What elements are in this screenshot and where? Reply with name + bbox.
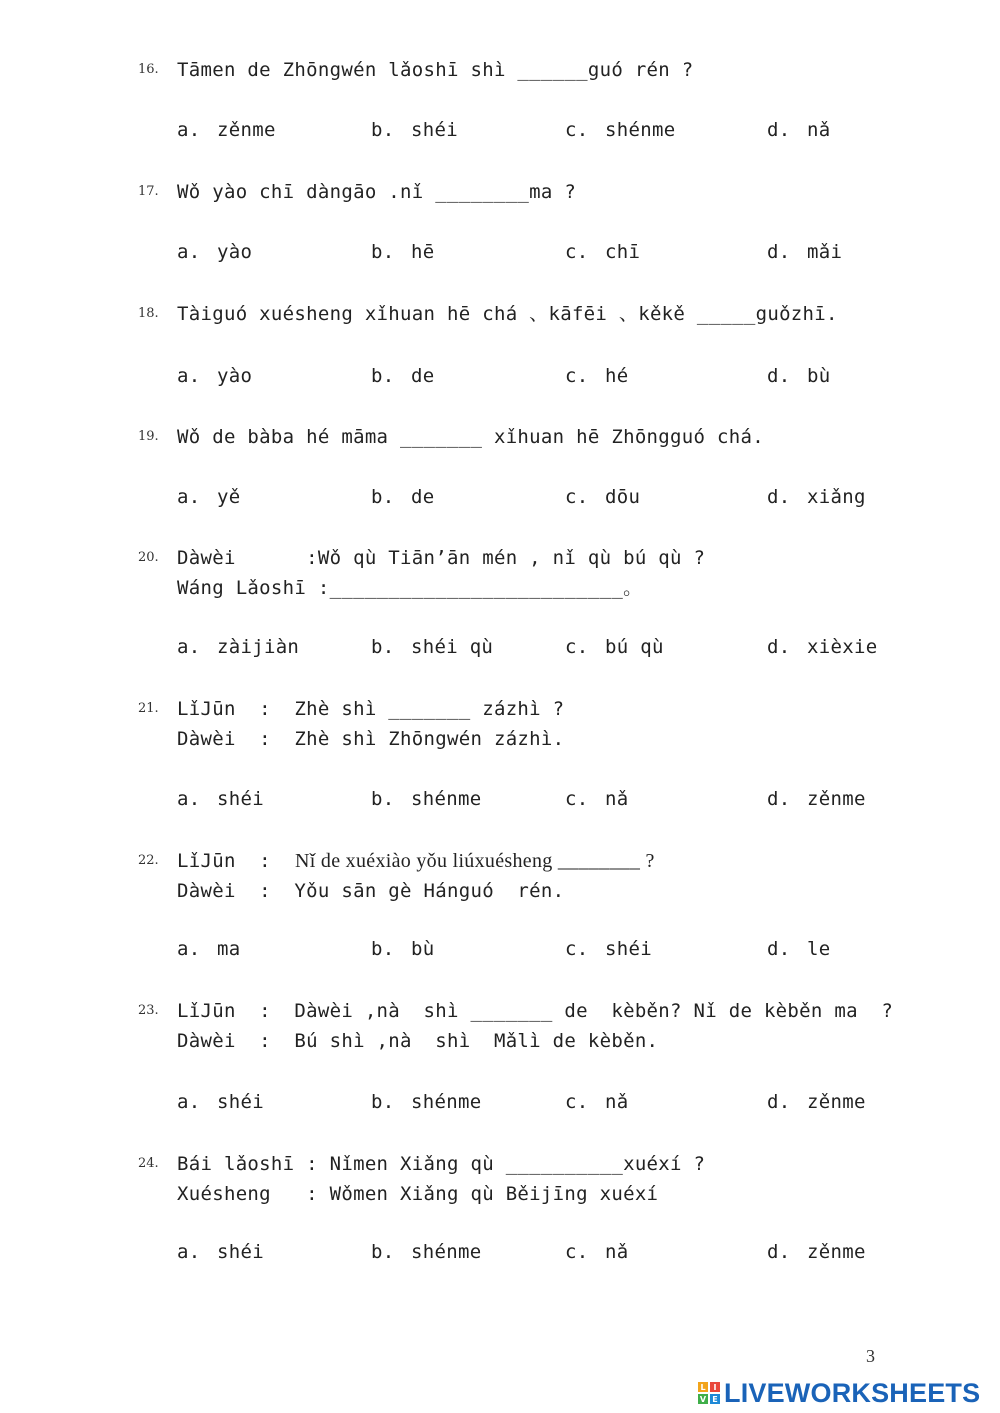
option-a[interactable]: a. yě [177,486,241,508]
question-number: 20. [138,550,159,565]
option-b[interactable]: b. shéi qù [371,636,494,658]
liveworksheets-logo [698,1378,980,1408]
option-a[interactable]: a. zàijiàn [177,636,300,658]
question-text: LǐJūn : Zhè shì _______ zázhì ? [177,698,565,720]
option-b[interactable]: b. hē [371,241,435,263]
question-number: 17. [138,184,159,199]
question-number: 19. [138,429,159,444]
option-d[interactable]: d. zěnme [767,1091,866,1113]
option-a[interactable]: a. zěnme [177,119,276,141]
question-text: Tāmen de Zhōngwén lǎoshī shì ______guó rén ? [177,59,694,81]
question-text: Tàiguó xuésheng xǐhuan hē chá 、kāfēi 、kěkě _____guǒzhī. [177,303,838,325]
dialog-line: Dàwèi : Zhè shì Zhōngwén zázhì. [177,728,565,750]
option-a[interactable]: a. shéi [177,788,264,810]
option-c[interactable]: c. shéi [565,938,652,960]
speaker-label: LǐJūn : [177,850,271,872]
option-b[interactable]: b. de [371,486,435,508]
option-a[interactable]: a. yào [177,365,253,387]
dialog-line: Dàwèi : Bú shì ,nà shì Mǎlì de kèběn. [177,1030,659,1052]
question-text: Wǒ de bàba hé māma _______ xǐhuan hē Zhōngguó chá. [177,426,764,448]
question-number: 21. [138,701,159,716]
question-number: 16. [138,62,159,77]
option-a[interactable]: a. shéi [177,1091,264,1113]
option-c[interactable]: c. dōu [565,486,641,508]
option-c[interactable]: c. hé [565,365,629,387]
option-c[interactable]: c. shénme [565,119,676,141]
option-a[interactable]: a. yào [177,241,253,263]
question-text: Dàwèi :Wǒ qù Tiān’ān mén , nǐ qù bú qù ? [177,547,706,569]
option-c[interactable]: c. nǎ [565,788,629,810]
option-d[interactable]: d. xiǎng [767,486,866,508]
question-text: LǐJūn : Dàwèi ,nà shì _______ de kèběn? Nǐ de kèběn ma ? [177,1000,894,1022]
question-number: 22. [138,853,159,868]
question-number: 23. [138,1003,159,1018]
dialog-line: Dàwèi : Yǒu sān gè Hánguó rén. [177,880,565,902]
option-a[interactable]: a. ma [177,938,241,960]
option-a[interactable]: a. shéi [177,1241,264,1263]
option-d[interactable]: d. le [767,938,831,960]
question-number: 24. [138,1156,159,1171]
option-d[interactable]: d. zěnme [767,1241,866,1263]
question-text: Bái lǎoshī : Nǐmen Xiǎng qù __________xuéxí ? [177,1153,706,1175]
option-b[interactable]: b. bù [371,938,435,960]
dialog-line: Xuésheng : Wǒmen Xiǎng qù Běijīng xuéxí [177,1183,659,1205]
option-c[interactable]: c. nǎ [565,1091,629,1113]
option-d[interactable]: d. bù [767,365,831,387]
option-b[interactable]: b. shéi [371,119,458,141]
question-text: Nǐ de xuéxiào yǒu liúxuésheng ________ ? [295,850,655,872]
option-d[interactable]: d. nǎ [767,119,831,141]
option-c[interactable]: c. nǎ [565,1241,629,1263]
option-d[interactable]: d. mǎi [767,241,843,263]
option-c[interactable]: c. chī [565,241,641,263]
logo-icon: L I V E [698,1382,720,1404]
option-b[interactable]: b. de [371,365,435,387]
option-d[interactable]: d. xièxie [767,636,878,658]
option-d[interactable]: d. zěnme [767,788,866,810]
answer-line[interactable]: Wáng Lǎoshī :_________________________。 [177,577,643,599]
option-c[interactable]: c. bú qù [565,636,664,658]
question-text: Wǒ yào chī dàngāo .nǐ ________ma ? [177,181,577,203]
brand-name: LIVEWORKSHEETS [724,1377,981,1408]
question-number: 18. [138,306,159,321]
option-b[interactable]: b. shénme [371,788,482,810]
page-number: 3 [866,1346,875,1366]
option-b[interactable]: b. shénme [371,1091,482,1113]
option-b[interactable]: b. shénme [371,1241,482,1263]
